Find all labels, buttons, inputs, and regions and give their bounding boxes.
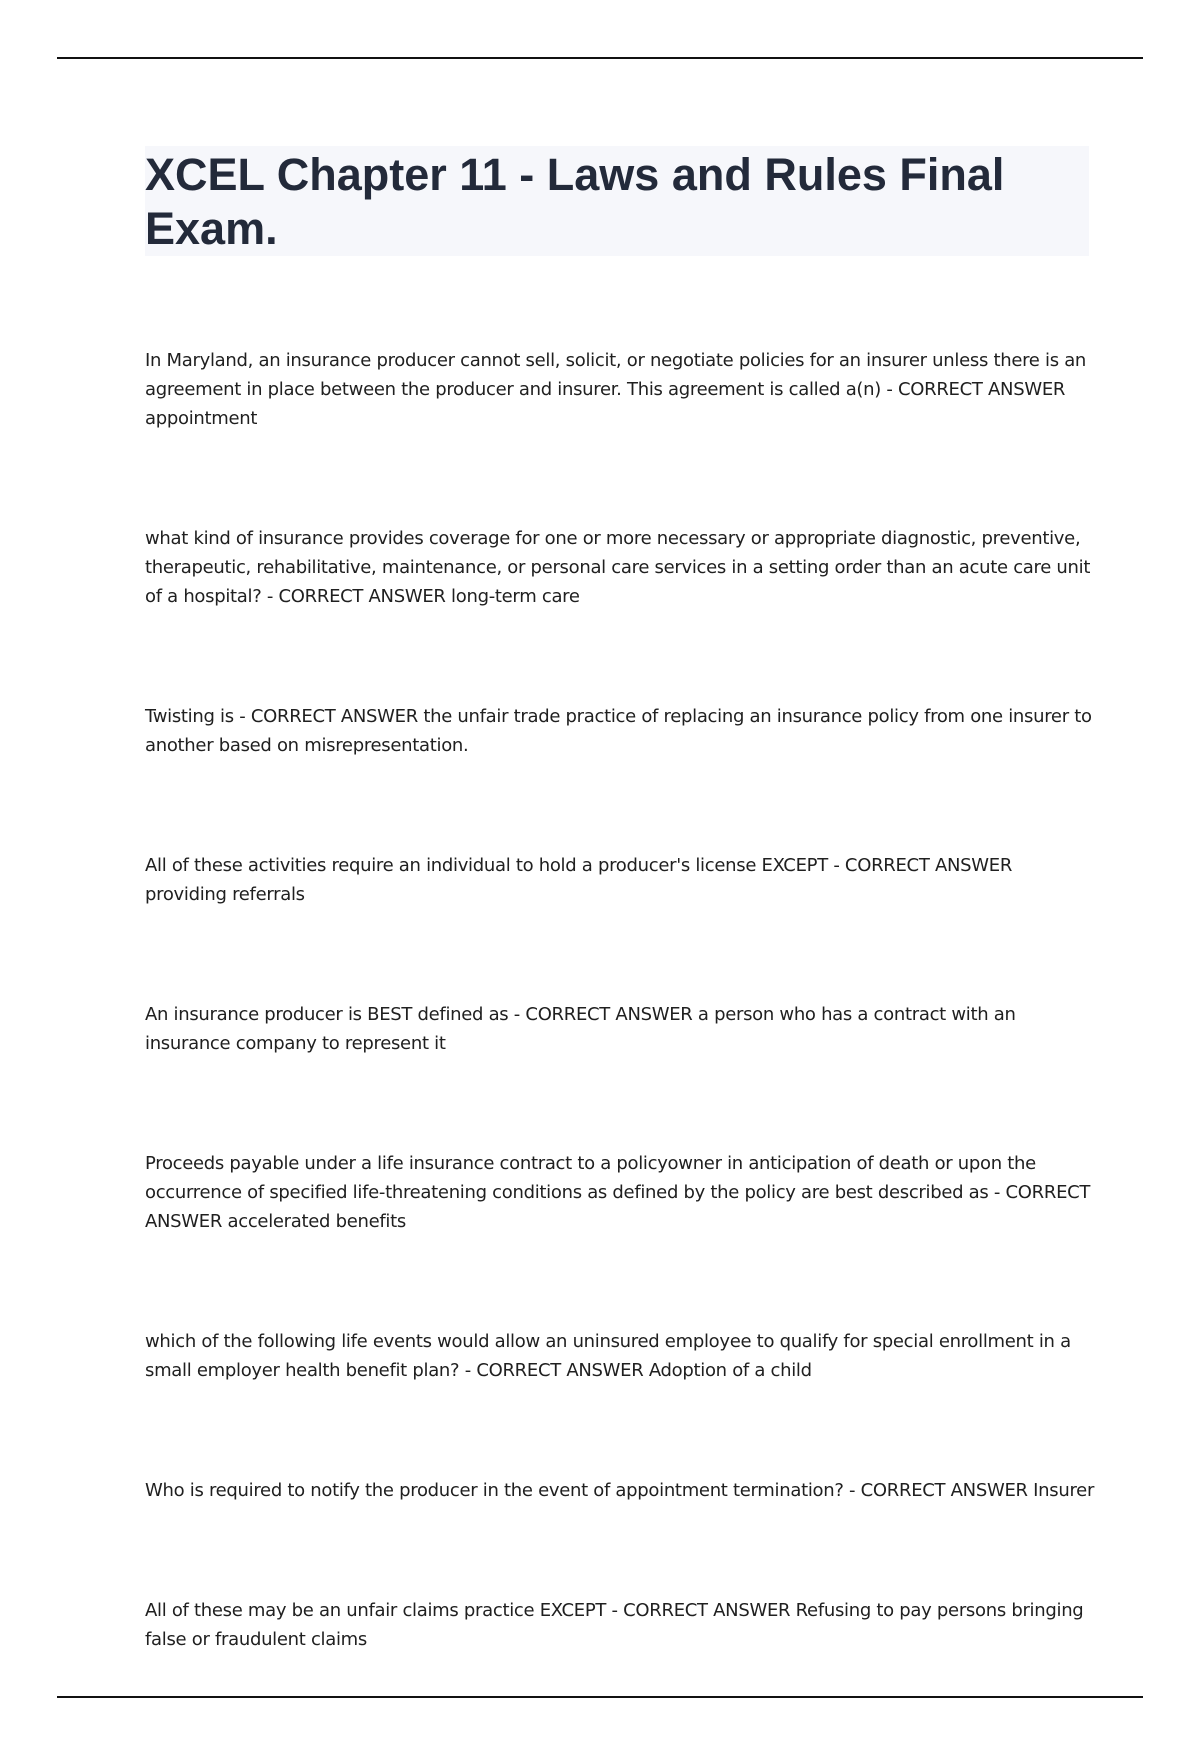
qa-item-6: Proceeds payable under a life insurance contract to a policyowner in anticipation of death or upon the occurrence of specified life-threatening conditions as defined by the policy are best described as - CORRECT ANSWER accelerated benefits [145, 1153, 1091, 1232]
qa-list [145, 346, 1095, 1745]
qa-item-4: All of these activities require an individual to hold a producer's license EXCEPT - CORRECT ANSWER providing referrals [145, 855, 1013, 905]
qa-item-9: All of these may be an unfair claims practice EXCEPT - CORRECT ANSWER Refusing to pay persons bringing false or fraudulent claims [145, 1600, 1084, 1650]
title-box [145, 146, 1089, 256]
qa-item-3: Twisting is - CORRECT ANSWER the unfair trade practice of replacing an insurance policy from one insurer to another based on misrepresentation. [145, 706, 1092, 756]
qa-item-7: which of the following life events would allow an uninsured employee to qualify for special enrollment in a small employer health benefit plan? - CORRECT ANSWER Adoption of a child [145, 1331, 1071, 1381]
bottom-rule [57, 1696, 1143, 1698]
qa-item-2: what kind of insurance provides coverage for one or more necessary or appropriate diagnostic, preventive, therapeutic, rehabilitative, maintenance, or personal care services in a setting order than an acute care unit of a hospital? - CORRECT ANSWER long-term care [145, 528, 1091, 607]
qa-item-1: In Maryland, an insurance producer cannot sell, solicit, or negotiate policies for an insurer unless there is an agreement in place between the producer and insurer. This agreement is called a(n) - CORRECT ANSWER appointment [145, 350, 1087, 429]
qa-item-8: Who is required to notify the producer in the event of appointment termination? - CORRECT ANSWER Insurer [145, 1480, 1095, 1501]
qa-item-5: An insurance producer is BEST defined as - CORRECT ANSWER a person who has a contract with an insurance company to represent it [145, 1004, 1016, 1054]
document-title: XCEL Chapter 11 - Laws and Rules Final Exam. [145, 149, 1005, 254]
top-rule [57, 57, 1143, 59]
